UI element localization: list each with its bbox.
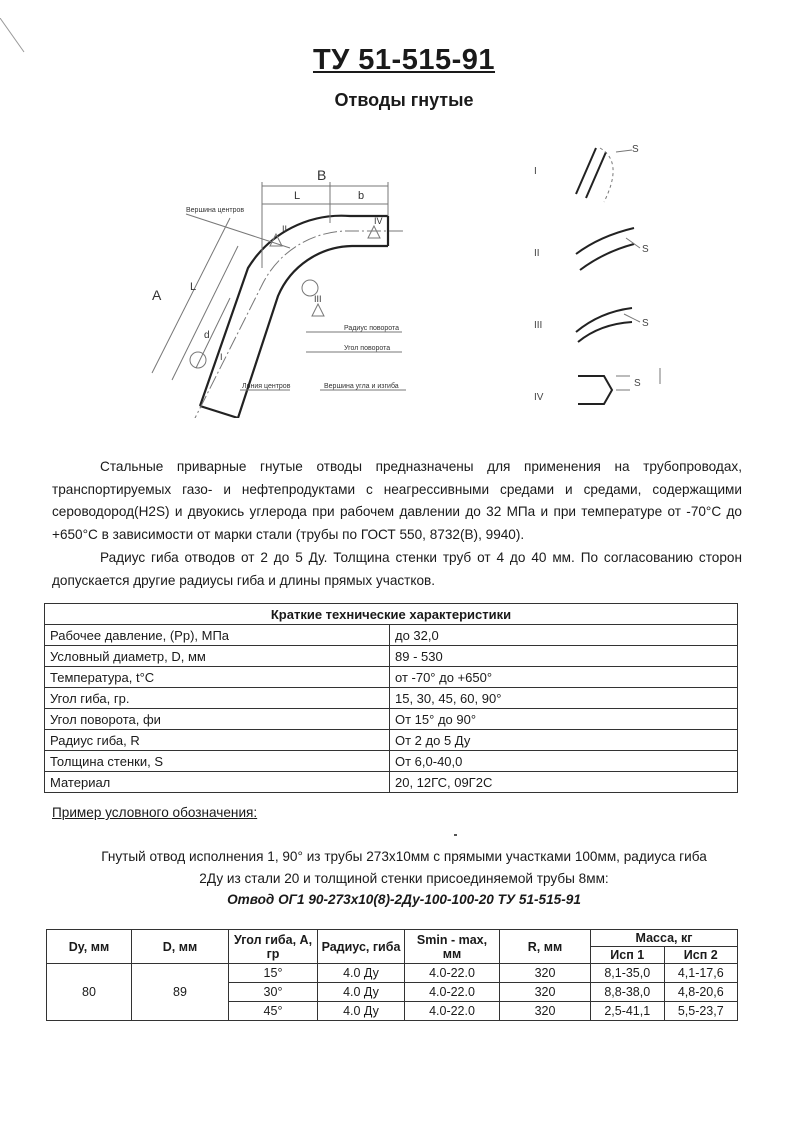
col-r-header: R, мм xyxy=(500,930,591,964)
tech-param-name: Угол поворота, фи xyxy=(45,709,390,730)
section-1-leader xyxy=(616,150,632,152)
callout-4: Линия центров xyxy=(242,383,291,390)
tech-param-name: Рабочее давление, (Рр), МПа xyxy=(45,625,390,646)
scan-speck xyxy=(454,834,457,836)
table-row xyxy=(45,772,738,793)
table-row xyxy=(45,730,738,751)
col-dy-header: Dy, мм xyxy=(47,930,132,964)
document-title: ТУ 51-515-91 xyxy=(312,44,496,76)
section-2-label: II xyxy=(534,248,540,259)
tech-table-header: Краткие технические характеристики xyxy=(45,604,738,625)
table-row xyxy=(45,709,738,730)
marker-label-4: IV xyxy=(374,216,383,226)
section-3-s: S xyxy=(642,318,649,329)
section-details xyxy=(520,128,680,418)
tech-param-name: Материал xyxy=(45,772,390,793)
tech-param-value: От 2 до 5 Ду xyxy=(390,730,738,751)
marker-label-1: I xyxy=(220,352,223,362)
tech-param-name: Радиус гиба, R xyxy=(45,730,390,751)
dim-L-label: L xyxy=(294,190,301,202)
section-marker-3 xyxy=(312,304,324,316)
scan-corner-mark xyxy=(0,18,30,58)
tech-param-name: Угол гиба, гр. xyxy=(45,688,390,709)
tech-param-name: Условный диаметр, D, мм xyxy=(45,646,390,667)
table-row xyxy=(45,751,738,772)
section-3-leader xyxy=(624,314,640,322)
cell-s: 4.0-22.0 xyxy=(405,983,500,1002)
cell-r: 320 xyxy=(500,964,591,983)
example-designation: Отвод ОГ1 90-273х10(8)-2Ду-100-100-20 ТУ 51-515-91 xyxy=(227,892,581,907)
dim-b-label: b xyxy=(358,190,365,202)
bend-outer-wall xyxy=(200,216,391,406)
table-row xyxy=(45,646,738,667)
section-3-label: III xyxy=(534,320,543,331)
col-d-header: D, мм xyxy=(132,930,229,964)
cell-radius: 4.0 Ду xyxy=(318,1002,405,1021)
section-2-walls xyxy=(576,228,634,270)
tech-param-value: до 32,0 xyxy=(390,625,738,646)
table-row xyxy=(45,625,738,646)
tech-param-name: Толщина стенки, S xyxy=(45,751,390,772)
section-1-s: S xyxy=(632,144,639,155)
cell-angle: 45° xyxy=(229,1002,318,1021)
cell-radius: 4.0 Ду xyxy=(318,983,405,1002)
cell-s: 4.0-22.0 xyxy=(405,1002,500,1021)
callout-3: Угол поворота xyxy=(344,345,391,352)
cell-isp2: 5,5-23,7 xyxy=(664,1002,738,1021)
dim-A-label: A xyxy=(152,287,162,303)
dim-d-label: d xyxy=(204,330,210,341)
section-marker-4 xyxy=(368,226,380,238)
cell-isp1: 2,5-41,1 xyxy=(591,1002,665,1021)
section-1-hatch xyxy=(600,148,613,202)
cell-r: 320 xyxy=(500,1002,591,1021)
section-3-walls xyxy=(576,308,632,342)
col-angle-header: Угол гиба, А, гр xyxy=(229,930,318,964)
col-radius-header: Радиус, гиба xyxy=(318,930,405,964)
tech-param-name: Температура, t°C xyxy=(45,667,390,688)
section-1-walls xyxy=(576,148,606,198)
dim-L2-label: L xyxy=(190,281,197,293)
table-row xyxy=(45,688,738,709)
cell-angle: 30° xyxy=(229,983,318,1002)
cell-isp1: 8,8-38,0 xyxy=(591,983,665,1002)
bend-drawing xyxy=(130,128,430,418)
marker-label-3: III xyxy=(314,294,322,304)
cell-isp1: 8,1-35,0 xyxy=(591,964,665,983)
col-mass-header: Масса, кг xyxy=(591,930,738,947)
tech-characteristics-table xyxy=(44,603,738,793)
tech-param-value: От 15° до 90° xyxy=(390,709,738,730)
callout-2: Радиус поворота xyxy=(344,325,400,332)
cell-angle: 15° xyxy=(229,964,318,983)
intro-paragraph-2: Радиус гиба отводов от 2 до 5 Ду. Толщина стенки труб от 4 до 40 мм. По согласованию сторон допускается другие радиусы гиба и длины прямых участков. xyxy=(52,550,742,588)
table-row xyxy=(47,964,738,983)
section-4-label: IV xyxy=(534,392,544,403)
cell-r: 320 xyxy=(500,983,591,1002)
spec-table xyxy=(46,929,738,1021)
table-row xyxy=(45,667,738,688)
dim-B-label: B xyxy=(317,167,327,183)
cell-dy: 80 xyxy=(47,964,132,1021)
cell-d: 89 xyxy=(132,964,229,1021)
example-heading: Пример условного обозначения: xyxy=(52,805,258,820)
example-description: Гнутый отвод исполнения 1, 90° из трубы 273х10мм с прямыми участками 100мм, радиуса гиба 2Ду из стали 20 и толщиной стенки присоединяемой трубы 8мм: xyxy=(101,849,707,886)
end-marker-circle xyxy=(190,352,206,368)
leader-1 xyxy=(186,214,290,248)
tech-param-value: 20, 12ГС, 09Г2С xyxy=(390,772,738,793)
tech-param-value: от -70° до +650° xyxy=(390,667,738,688)
dim-A-line xyxy=(152,218,230,373)
cell-s: 4.0-22.0 xyxy=(405,964,500,983)
section-4-s: S xyxy=(634,378,641,389)
col-isp1-header: Исп 1 xyxy=(591,947,665,964)
document-subtitle: Отводы гнутые xyxy=(334,90,474,110)
cell-isp2: 4,8-20,6 xyxy=(664,983,738,1002)
bend-end-cap-bottom xyxy=(200,406,238,418)
section-1-label: I xyxy=(534,166,537,177)
tech-param-value: От 6,0-40,0 xyxy=(390,751,738,772)
cell-isp2: 4,1-17,6 xyxy=(664,964,738,983)
section-2-s: S xyxy=(642,244,649,255)
tech-param-value: 89 - 530 xyxy=(390,646,738,667)
section-4-walls xyxy=(578,376,612,404)
tech-param-value: 15, 30, 45, 60, 90° xyxy=(390,688,738,709)
col-smin-header: Smin - max, мм xyxy=(405,930,500,964)
col-isp2-header: Исп 2 xyxy=(664,947,738,964)
callout-5: Вершина угла и изгиба xyxy=(324,383,399,390)
callout-1: Вершина центров xyxy=(186,207,245,214)
cell-radius: 4.0 Ду xyxy=(318,964,405,983)
marker-label-2: II xyxy=(282,224,288,234)
intro-paragraph-1: Стальные приварные гнутые отводы предназначены для применения на трубопроводах, транспортируемых газо- и нефтепродуктами с неагрессивными средами и средами, содержащими сероводород(H2S) и двуокись углерода при рабочем давлении до 32 МПа и при температуре от -70°С до +650°С в зависимости от марки стали (трубы по ГОСТ 550, 8732(В), 9940). xyxy=(52,459,742,542)
